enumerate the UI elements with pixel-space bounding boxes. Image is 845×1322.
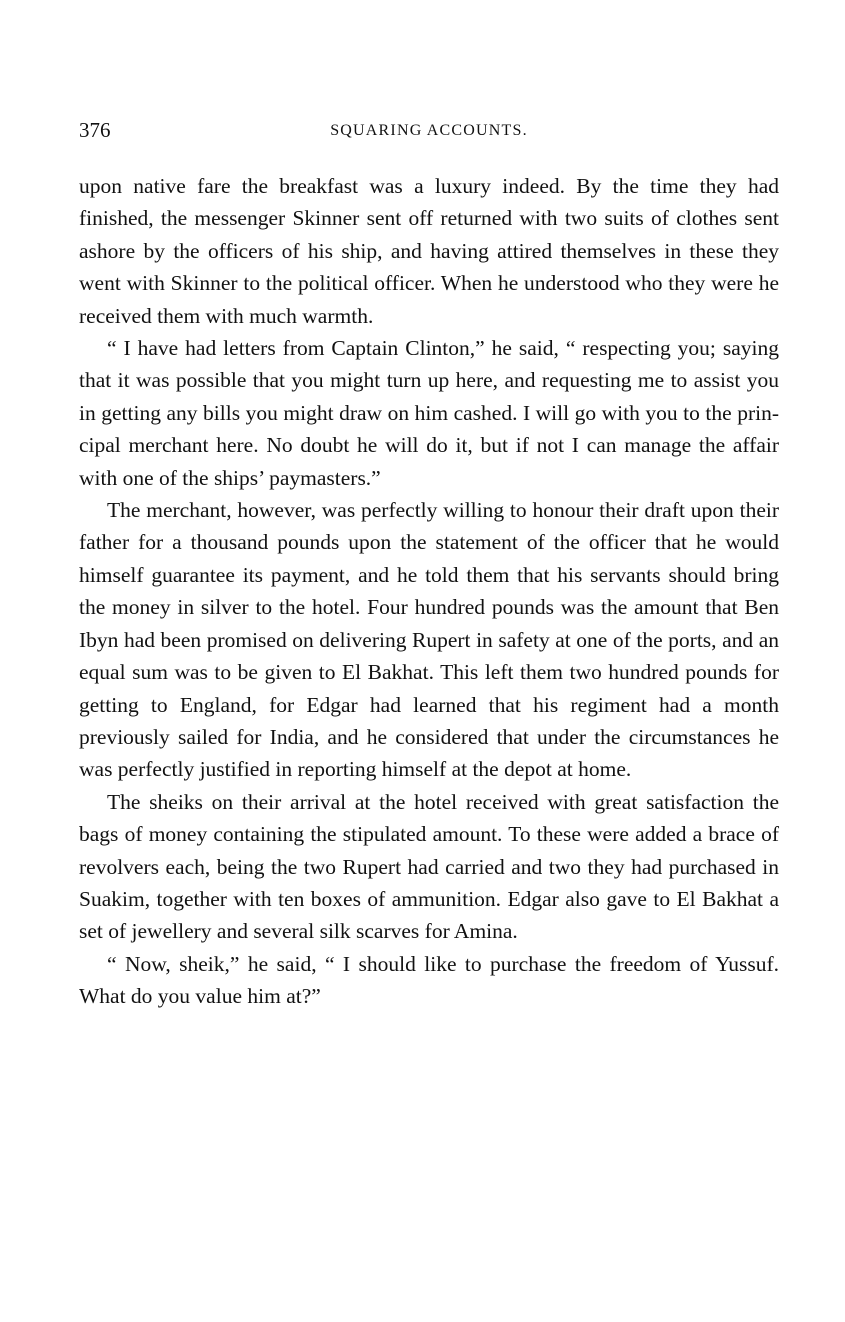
paragraph: The merchant, however, was perfectly willing to honour their draft upon their father for a thousand pounds upon the statement of the officer that he would himself guarantee its payment, and he told them that his servants should bring the money in silver to the hotel. Four hundred pounds was the amount that Ben Ibyn had been promised on delivering Rupert in safety at one of the ports, and an equal sum was to be given to El Bakhat. This left them two hundred pounds for getting to England, for Edgar had learned that his regiment had a month previously sailed for India, and he considered that under the circumstances he was perfectly justified in reporting himself at the depot at home.	[79, 498, 779, 782]
paragraph: “ Now, sheik,” he said, “ I should like to purchase the freedom of Yussuf. What do you value him at?”	[79, 951, 779, 1009]
paragraph: “ I have had letters from Captain Clinton,” he said, “ respecting you; saying that it was possible that you might turn up here, and requesting me to assist you in getting any bills you might draw on him cashed. I will go with you to the principal merchant here. No doubt he will do it, but if not I can manage the affair with one of the ships’ paymasters.”	[79, 336, 779, 490]
body-text	[79, 170, 779, 1013]
page-header	[79, 118, 779, 152]
running-head: SQUARING ACCOUNTS.	[330, 122, 528, 139]
paragraph: upon native fare the breakfast was a luxury indeed. By the time they had finished, the messenger Skinner sent off returned with two suits of clothes sent ashore by the officers of his ship, and having attired themselves in these they went with Skinner to the political officer. When he understood who they were he received them with much warmth.	[79, 174, 779, 328]
paragraph: The sheiks on their arrival at the hotel received with great satisfaction the bags of money containing the stipulated amount. To these were added a brace of revolvers each, being the two Rupert had carried and two they had purchased in Suakim, together with ten boxes of ammunition. Edgar also gave to El Bakhat a set of jewellery and several silk scarves for Amina.	[79, 789, 779, 944]
book-page	[79, 118, 779, 1013]
page-number: 376	[79, 118, 111, 142]
